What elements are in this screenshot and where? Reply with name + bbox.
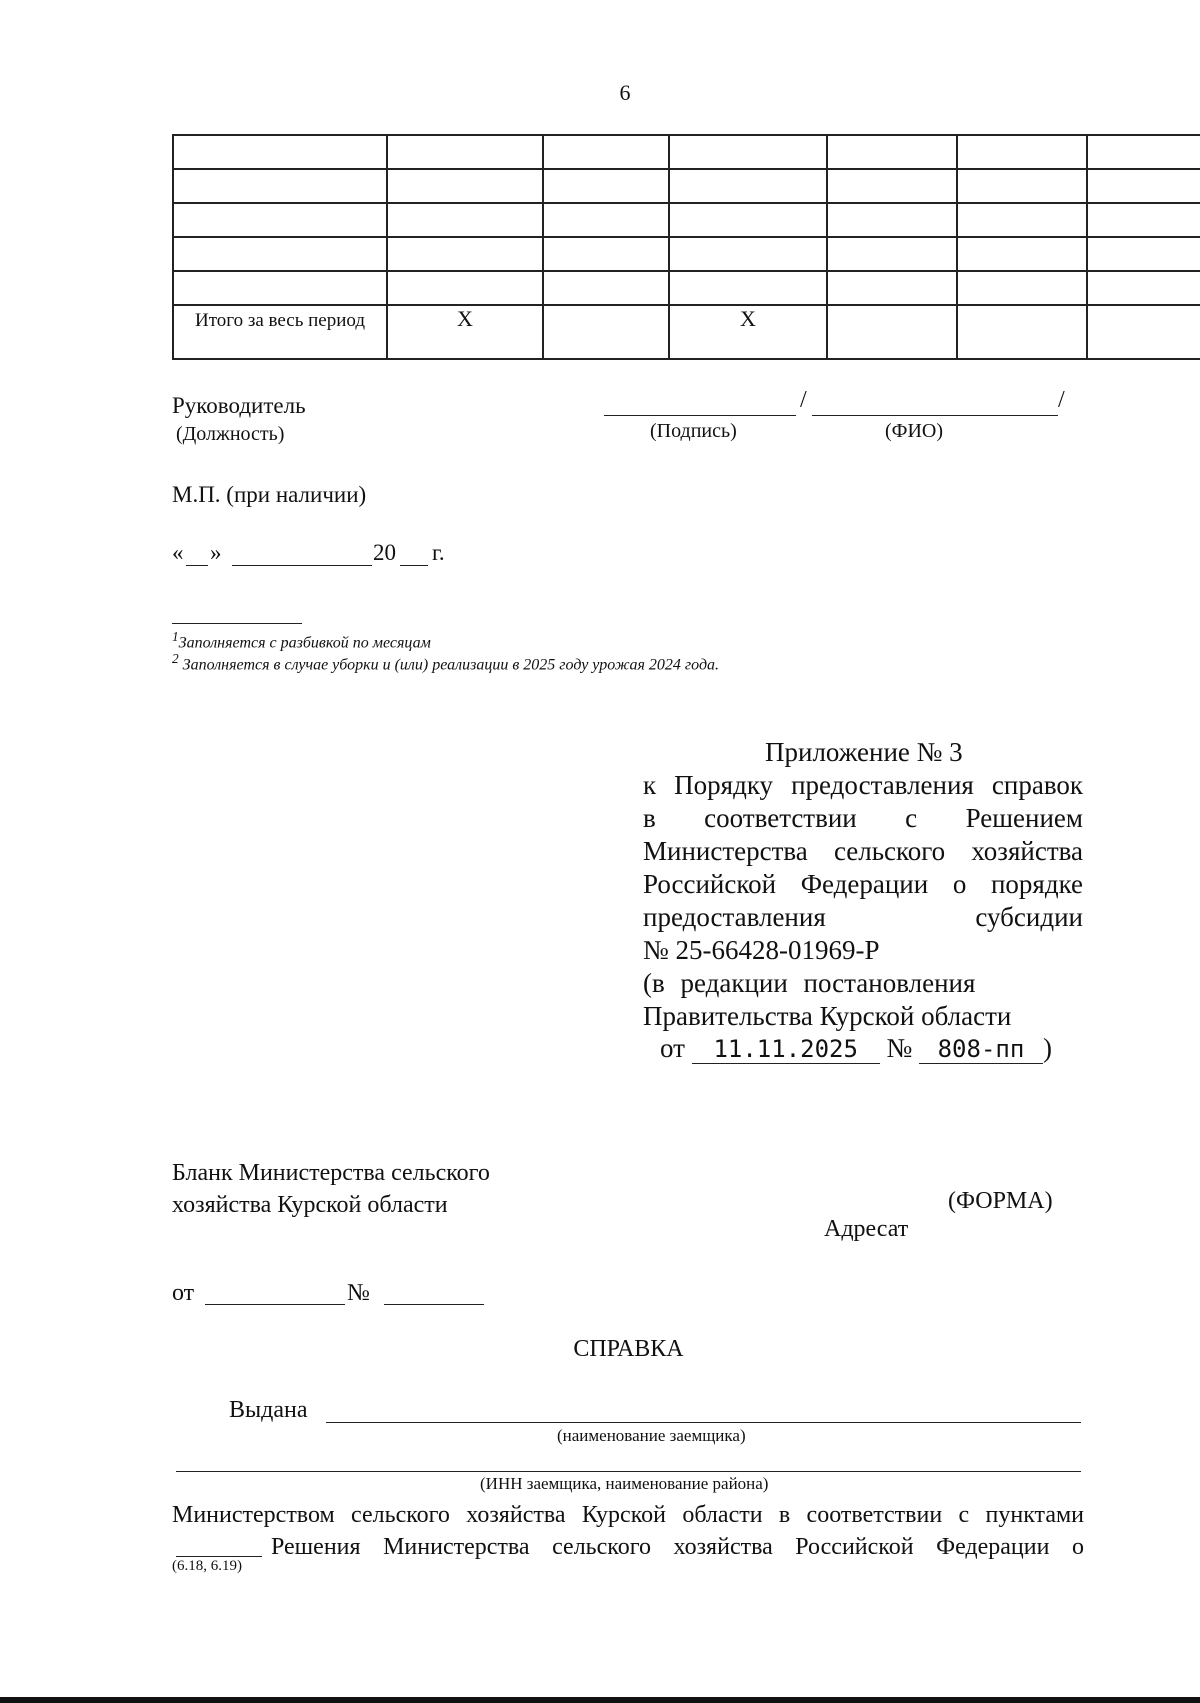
certificate-body xyxy=(172,1499,1084,1532)
name-slash: / xyxy=(1058,387,1065,413)
table-row xyxy=(173,237,1200,271)
table-cell xyxy=(1087,169,1200,203)
data-table xyxy=(172,134,1200,360)
appendix-date-line xyxy=(660,1032,1052,1065)
year-prefix: 20 xyxy=(373,540,396,565)
name-caption: (ФИО) xyxy=(885,420,944,442)
signature-caption: (Подпись) xyxy=(650,420,737,442)
close-paren: ) xyxy=(1042,1033,1052,1063)
footnote-2 xyxy=(172,651,719,674)
table-cell xyxy=(957,237,1087,271)
borrower-line xyxy=(326,1422,1081,1423)
appendix-line: Правительства Курской области xyxy=(643,1001,1012,1031)
appendix-line: предоставления субсидии xyxy=(643,902,1083,932)
blank-line-1: Бланк Министерства сельского xyxy=(172,1160,490,1186)
total-cell xyxy=(1087,305,1200,359)
points-line xyxy=(176,1556,262,1557)
x-mark: X xyxy=(740,306,756,331)
table-cell xyxy=(957,169,1087,203)
body-line-1: Министерством сельского хозяйства Курской области в соответствии с пунктами xyxy=(172,1502,1084,1528)
form-label: (ФОРМА) xyxy=(948,1188,1053,1214)
table-cell xyxy=(957,271,1087,305)
stamp-label: М.П. (при наличии) xyxy=(172,482,367,507)
table-row xyxy=(173,169,1200,203)
inn-caption: (ИНН заемщика, наименование района) xyxy=(480,1474,769,1493)
table-cell xyxy=(387,271,543,305)
issued-label: Выдана xyxy=(229,1397,308,1423)
table-cell xyxy=(1087,135,1200,169)
total-cell xyxy=(387,305,543,359)
signature-slash: / xyxy=(800,387,807,413)
table-cell xyxy=(1087,237,1200,271)
appendix-line: (в редакции постановления xyxy=(643,968,976,998)
table-cell xyxy=(827,203,957,237)
table-cell xyxy=(669,135,827,169)
year-suffix: г. xyxy=(432,540,445,565)
table-cell xyxy=(543,169,669,203)
blank-line-2: хозяйства Курской области xyxy=(172,1192,448,1218)
footnote-mark: 1 xyxy=(172,629,179,644)
table-cell xyxy=(669,237,827,271)
table-cell xyxy=(543,237,669,271)
number-sign: № xyxy=(886,1033,913,1063)
table-cell xyxy=(387,237,543,271)
table-cell xyxy=(543,203,669,237)
table-cell xyxy=(543,271,669,305)
table-cell xyxy=(669,203,827,237)
total-cell xyxy=(543,305,669,359)
body-line-2: Решения Министерства сельского хозяйства Российской Федерации о xyxy=(271,1534,1084,1560)
table-cell xyxy=(173,203,387,237)
appendix-line: Министерства сельского хозяйства xyxy=(643,836,1083,866)
position-caption: (Должность) xyxy=(176,423,285,445)
table-cell xyxy=(827,169,957,203)
table-total-row xyxy=(173,305,1200,359)
table-cell xyxy=(387,135,543,169)
table-cell xyxy=(957,135,1087,169)
table-cell xyxy=(827,237,957,271)
date-close-quote: » xyxy=(210,540,222,565)
footnote-1 xyxy=(172,629,431,652)
table-cell xyxy=(827,271,957,305)
table-row xyxy=(173,271,1200,305)
date-prefix: от xyxy=(660,1033,685,1063)
table-cell xyxy=(543,135,669,169)
blank-header xyxy=(172,1157,490,1221)
year-line xyxy=(400,565,428,566)
table-cell xyxy=(669,271,827,305)
points-caption: (6.18, 6.19) xyxy=(172,1558,242,1574)
table-cell xyxy=(957,203,1087,237)
page-number: 6 xyxy=(619,80,631,105)
table-cell xyxy=(387,203,543,237)
table-cell xyxy=(1087,271,1200,305)
table-row xyxy=(173,135,1200,169)
footnote-mark: 2 xyxy=(172,651,179,666)
from-number-line xyxy=(384,1304,484,1305)
certificate-title: СПРАВКА xyxy=(573,1336,684,1362)
decree-date: 11.11.2025 xyxy=(692,1035,880,1064)
table-cell xyxy=(827,135,957,169)
from-number-sign: № xyxy=(347,1280,370,1306)
table-cell xyxy=(173,135,387,169)
scan-edge xyxy=(0,1697,1200,1703)
appendix-line: к Порядку предоставления справок xyxy=(643,770,1083,800)
footnote-text: Заполняется с разбивкой по месяцам xyxy=(178,634,431,652)
table-cell xyxy=(669,169,827,203)
footnote-text: Заполняется в случае уборки и (или) реализации в 2025 году урожая 2024 года. xyxy=(182,656,720,674)
total-cell xyxy=(827,305,957,359)
table-cell xyxy=(173,271,387,305)
manager-title: Руководитель xyxy=(172,393,306,418)
table-cell xyxy=(173,169,387,203)
date-open-quote: « xyxy=(172,540,184,565)
appendix-line: Российской Федерации о порядке xyxy=(643,869,1083,899)
total-label: Итого за весь период xyxy=(194,310,366,331)
table-cell xyxy=(1087,203,1200,237)
from-date-line xyxy=(205,1304,345,1305)
appendix-title: Приложение № 3 xyxy=(765,737,963,767)
decree-number: 808-пп xyxy=(919,1035,1043,1064)
table-row xyxy=(173,203,1200,237)
footnote-separator xyxy=(172,623,302,624)
table-cell xyxy=(173,237,387,271)
total-cell xyxy=(669,305,827,359)
inn-line xyxy=(176,1471,1081,1472)
appendix-text xyxy=(643,769,1083,1033)
appendix-line: № 25-66428-01969-Р xyxy=(643,935,880,965)
x-mark: X xyxy=(457,306,473,331)
addressee-label: Адресат xyxy=(824,1216,909,1242)
total-cell xyxy=(957,305,1087,359)
from-label: от xyxy=(172,1280,195,1306)
total-label-cell xyxy=(173,305,387,359)
day-line xyxy=(186,565,208,566)
name-line xyxy=(812,415,1058,416)
month-line xyxy=(232,565,372,566)
appendix-line: в соответствии с Решением xyxy=(643,803,1083,833)
table-cell xyxy=(387,169,543,203)
signature-line xyxy=(604,415,796,416)
borrower-caption: (наименование заемщика) xyxy=(557,1426,746,1445)
